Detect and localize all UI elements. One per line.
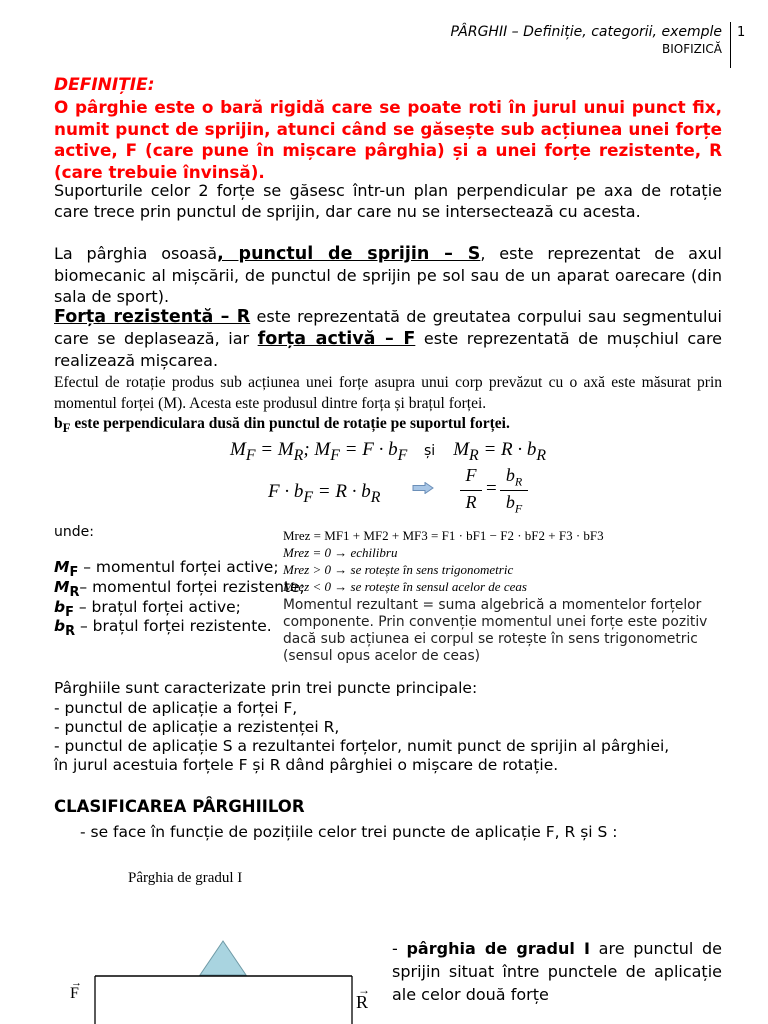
definition-item [54,558,279,580]
formula-resultant-moment: Mrez = MF1 + MF2 + MF3 = F1 · bF1 − F2 · bF2 + F3 · bF3 [283,528,604,543]
list-item: - punctul de aplicație a forței F, [54,699,298,717]
fraction-den [500,492,528,517]
where-label: unde: [54,524,94,540]
math-sym: ; M [303,439,331,460]
implies-arrow-icon [412,482,434,494]
points-intro: Pârghiile sunt caracterizate prin trei puncte principale: [54,679,478,697]
math-sym: = R · b [478,439,537,460]
formula-moment-equality [230,439,546,465]
force-r-label [356,983,370,1013]
note-line: dacă sub acțiunea ei corpul se rotește în sens trigonometric [283,631,698,647]
fraction-den: R [465,492,477,512]
vector-arrow-icon: → [358,983,370,997]
formula-positive: Mrez > 0 → se rotește în sens trigonometric [283,562,514,577]
formula-negative: Mrez < 0 → se rotește în sensul acelor de ceas [283,579,527,594]
figure-title: Pârghia de gradul I [128,870,243,886]
text-span: – brațul forței active; [73,598,241,616]
formula-lever-balance [268,481,380,507]
math-sub: R [293,446,304,464]
lever-term: pârghia de gradul I [406,939,590,958]
math-sym: b [505,465,515,485]
list-item: în jurul acestuia forțele F și R dând pârghiei o mișcare de rotație. [54,756,559,774]
math-sub: F [330,446,340,464]
list-item: - punctul de aplicație S a rezultantei forțelor, numit punct de sprijin al pârghiei, [54,737,670,755]
symbol: b [54,415,63,432]
math-sub: F [65,605,74,621]
math-sym: b [54,598,66,616]
lever-description [392,937,722,1006]
fraction-bar [460,490,482,491]
fraction-equals: = [486,478,497,499]
text-span: are punctul de sprijin situat între punctele de aplicație ale celor două forțe [392,939,723,1004]
math-sym: M [54,578,70,596]
definition-text: O pârghie este o bară rigidă care se poate roti în jurul unui punct fix, numit punct de sprijin, atunci când se găsește sub acțiunea unei forțe active, F (care pune în mișcare pârghia) și a unei forțe rezistente, R (care trebuie învinsă). [54,97,722,182]
note-line: Momentul rezultant = suma algebrică a momentelor forțelor [283,597,702,613]
text-span: este reprezentată de mușchiul care realizează mișcarea. [54,329,723,370]
header-subtitle: BIOFIZICĂ [661,42,722,56]
math-sym: = F · b [339,439,398,460]
text-span: – momentul forței rezistente; [79,578,305,596]
text-span: este reprezentată de greutatea corpului sau segmentului care se deplasează, iar [54,307,722,348]
force-f-letter: F [70,985,79,1002]
fraction-num [500,465,528,490]
subscript: F [62,420,71,436]
section-heading: CLASIFICAREA PÂRGHIILOR [54,797,305,816]
math-sub: F [69,565,79,581]
paragraph-arm [54,413,510,438]
term-active-force: forța activă – F [257,329,416,349]
math-sub: R [370,488,381,506]
formula-equilibrium: Mrez = 0 → echilibru [283,545,398,560]
fraction-bar [500,490,528,491]
text-span: La pârghia osoasă [54,244,218,263]
note-line: componente. Prin convenție momentul unei forțe este pozitiv [283,614,708,630]
force-f-label [70,977,82,1003]
math-sym: = M [255,439,294,460]
header-title: PÂRGHII – Definiție, categorii, exemple [450,24,722,40]
paragraph-moment: Efectul de rotație produs sub acțiunea unei forțe asupra unui corp prevăzut cu o axă este măsurat prin momentul forței (M). Acesta este produsul dintre forța și brațul forței. [54,374,722,412]
page-number: 1 [737,25,746,40]
definition-item [54,617,272,639]
math-sym: M [453,439,470,460]
list-item: - punctul de aplicație a rezistenței R, [54,718,340,736]
paragraph-force-supports: Suporturile celor 2 forțe se găsesc într-un plan perpendicular pe axa de rotație care trece prin punctul de sprijin, dar care nu se intersectează cu acesta. [54,181,722,221]
text-span: este perpendiculara dusă din punctul de rotație pe suportul forței. [70,415,510,432]
math-sym: = R · b [313,481,371,502]
math-sym: b [505,492,515,512]
note-line: (sensul opus acelor de ceas) [283,648,481,664]
header-divider [730,22,731,68]
term-resistant-force: Forța rezistentă – R [54,307,251,327]
lever-diagram [60,935,390,1024]
text-span: - [392,939,407,958]
conjunction: și [424,443,436,459]
paragraph-support-point [54,243,722,307]
math-sym: b [54,617,66,635]
term-support-point: , punctul de sprijin – S [217,244,481,264]
math-sub: F [514,501,523,516]
definition-item [54,578,305,600]
math-sub: F [303,488,314,506]
math-sub: R [536,446,547,464]
math-sym: M [54,558,70,576]
paragraph-forces [54,306,722,371]
classification-bullet: - se face în funcție de pozițiile celor trei puncte de aplicație F, R și S : [80,823,618,841]
math-sym: F · b [268,481,304,502]
vector-arrow-icon: → [71,977,82,989]
fraction-num: F [465,465,477,485]
math-sym: M [230,439,246,460]
math-sub: R [514,474,523,489]
force-r-letter: R [356,992,369,1012]
text-span: , este reprezentat de axul biomecanic al mișcării, de punctul de sprijin pe sol sau de un aparat oarecare (din sala de sport). [54,244,722,306]
text-span: – momentul forței active; [78,558,279,576]
math-sub: R [469,446,479,464]
math-sub: R [69,585,80,601]
definition-label: DEFINIȚIE: [54,75,155,95]
math-sub: F [245,446,256,464]
fulcrum-triangle [200,941,246,975]
math-sub: F [397,446,408,464]
math-sub: R [65,624,76,640]
text-span: – brațul forței rezistente. [75,617,272,635]
